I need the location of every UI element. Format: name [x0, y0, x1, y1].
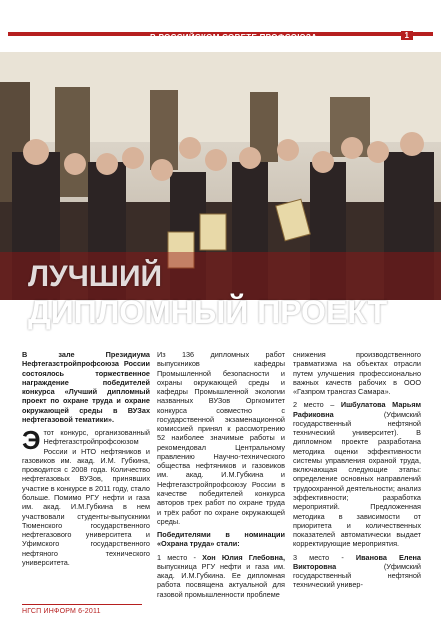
winner-description: выпускница РГУ нефти и газа им. акад. И.М.Губкина. Ее дипломная работа посвящена актуальной для газовой промышленности проблеме [157, 561, 285, 599]
winner-paragraph [293, 553, 421, 590]
headline-line-2: ДИПЛОМНЫЙ ПРОЕКТ [28, 294, 388, 330]
article-column-3 [293, 350, 421, 594]
winner-name: Ишбулатова Марьям Рафиковна [293, 400, 421, 419]
body-paragraph: снижения производственного травматизма на объектах отрасли путем улучшения профессионально важных качеств рабочих в ООО «Газпром трансгаз Самара». [293, 350, 421, 397]
place-label: 3 место - [293, 552, 356, 562]
winner-description: (Уфимский государственный нефтяной технический университет). В дипломном проекте разработана методика оценки эффективности системы управления охраной труда, включающая следующие этапы: определение основных направлений трудоохранной деятельности; анализ эффективности; разработка мероприятий. Предложенная методика в зависимости от приоритета и количественных показателей автоматически выдает корректирующие мероприятия. [293, 409, 421, 549]
lead-paragraph: В зале Президиума Нефтегазстройпрофсоюза России состоялось торжественное награждение победителей конкурса «Лучший дипломный проект по охране труда и охране окружающей среды в ВУЗах нефтегазовой тематики». [22, 350, 150, 424]
page-footer [0, 604, 441, 622]
article-column-2 [157, 350, 285, 603]
winner-description: (Уфимский государственный нефтяной технический универ- [293, 561, 421, 590]
winner-name: Хон Юлия Глебовна, [202, 552, 285, 562]
section-label: В РОССИЙСКОМ СОВЕТЕ ПРОФСОЮЗА [150, 33, 318, 42]
body-paragraph: Из 136 дипломных работ выпускников кафедры Промышленной безопасности и охраны окружающей среды и кафедры Промышленной экологии названных ВУЗов Оргкомитет конкурса совместно с государственной экзаменационной комиссией принял к рассмотрению 52 наиболее значимые работы и рекомендовал Центральному правлению Научно-технического общества нефтяников и газовиков им. акад. И.М.Губкина и Нефтегазстройпрофсоюзу России в качестве победителей конкурса авторов трех работ по охране труда и трёх работ по охране окружающей среды. [157, 350, 285, 526]
drop-cap: Э [22, 425, 41, 456]
page-header [0, 0, 441, 50]
body-text: тот конкурс, организованный Нефтегазстройпрофсоюзом России и НТО нефтяников и газовиков им. акад. И.М. Губкина, проводится с 2008 года. Количество нефтегазовых ВУЗов, принявших участие в конкурсе в 2011 году, стало больше. Помимо РГУ нефти и газа им. акад. И.М.Губкина в нем участвовали студенты-выпускники Тюменского государственного нефтегазового университета и Уфимского государственного нефтяного технического университета. [22, 428, 150, 567]
page-number: 1 [401, 31, 413, 40]
headline-line-1: ЛУЧШИЙ [28, 260, 163, 293]
place-label: 1 место - [157, 552, 203, 562]
footer-rule [22, 604, 142, 605]
subheading: Победителями в номинации «Охрана труда» стали: [157, 530, 285, 549]
body-paragraph [22, 425, 150, 567]
footer-text: НГСП ИНФОРМ 6-2011 [22, 608, 101, 615]
winner-paragraph [157, 553, 285, 599]
place-label: 2 место – [293, 400, 341, 410]
winner-name: Иванова Елена Викторовна [293, 552, 421, 571]
article-column-1 [22, 350, 150, 571]
winner-paragraph [293, 400, 421, 548]
